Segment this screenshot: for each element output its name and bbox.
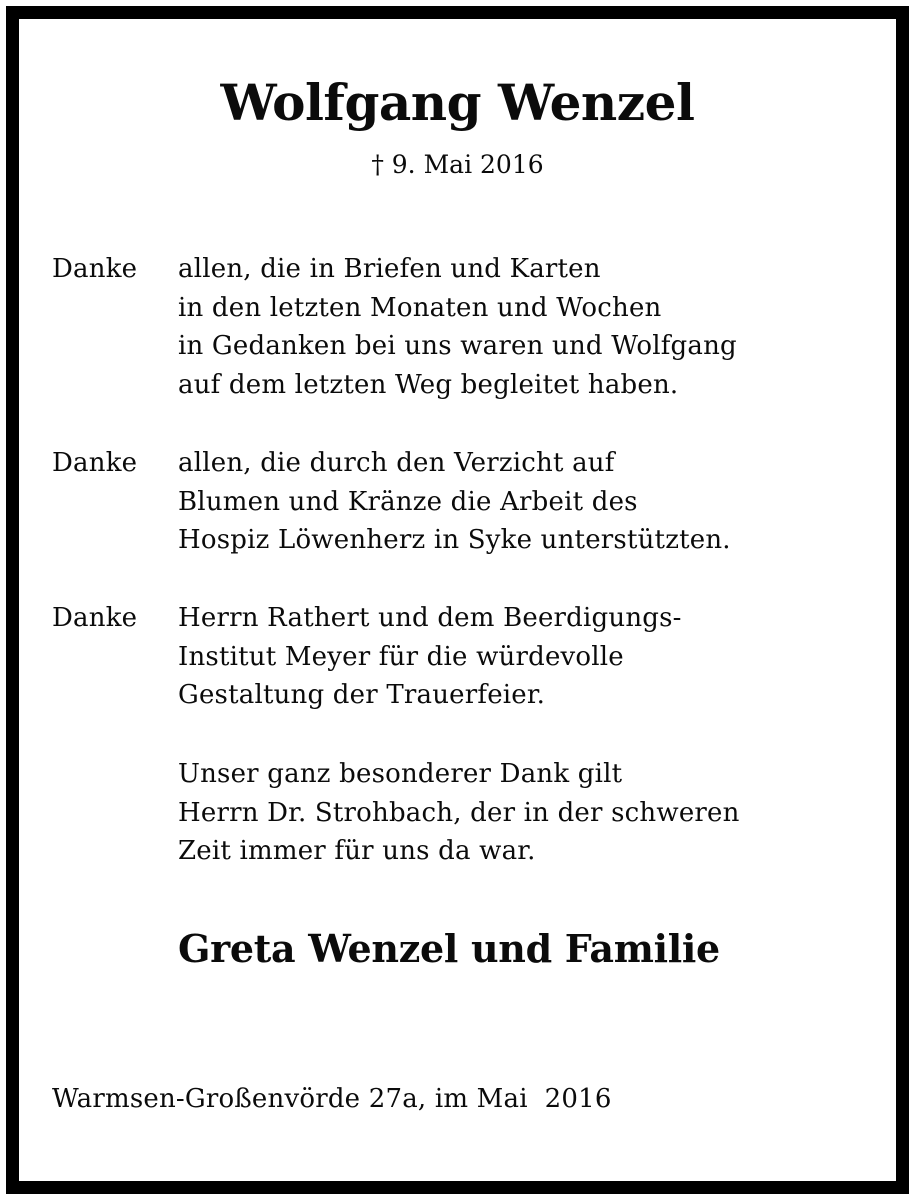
death-date: † 9. Mai 2016 (371, 150, 544, 179)
thanks-text (178, 250, 878, 404)
thanks-label: Danke (52, 448, 138, 478)
text-line: Institut Meyer für die würdevolle (178, 641, 624, 672)
text-line: auf dem letzten Weg begleitet haben. (178, 369, 679, 400)
text-line: Gestaltung der Trauerfeier. (178, 680, 546, 710)
text-line: allen, die durch den Verzicht auf (178, 448, 615, 478)
thanks-text (178, 599, 878, 715)
thanks-text (178, 444, 878, 560)
text-line: Zeit immer für uns da war. (178, 836, 536, 866)
deceased-name: Wolfgang Wenzel (220, 73, 695, 132)
text-line: Unser ganz besonderer Dank gilt (178, 759, 623, 789)
place-and-date: Warmsen-Großenvörde 27a, im Mai 2016 (52, 1084, 612, 1114)
thanks-label: Danke (52, 603, 138, 633)
signature: Greta Wenzel und Familie (178, 926, 720, 971)
text-line: in den letzten Monaten und Wochen (178, 292, 662, 323)
text-line: allen, die in Briefen und Karten (178, 254, 601, 284)
special-thanks-text (178, 755, 878, 871)
text-line: Hospiz Löwenherz in Syke unterstützten. (178, 525, 731, 555)
text-line: Herrn Rathert und dem Beerdigungs- (178, 603, 682, 633)
text-line: in Gedanken bei uns waren und Wolfgang (178, 331, 737, 361)
thanks-label: Danke (52, 254, 138, 284)
text-line: Blumen und Kränze die Arbeit des (178, 486, 638, 517)
text-line: Herrn Dr. Strohbach, der in der schweren (178, 797, 740, 828)
